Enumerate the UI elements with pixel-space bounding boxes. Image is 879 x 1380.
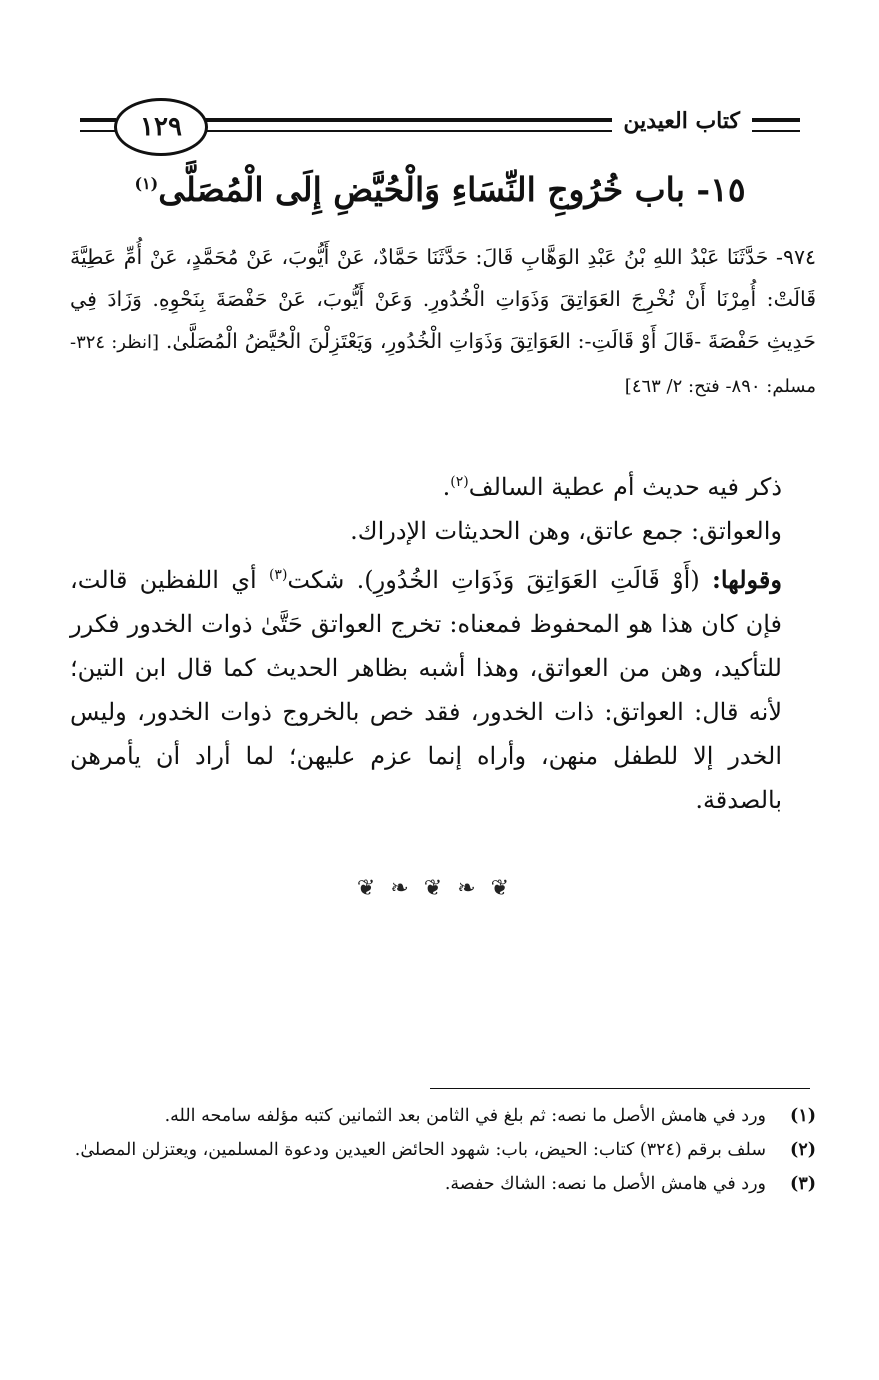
header-rule-right	[752, 118, 800, 122]
header-rule-right-thin	[752, 130, 800, 132]
footnote-item	[70, 1168, 816, 1200]
footnote-number: (١)	[790, 1106, 816, 1126]
commentary-paragraph: ذكر فيه حديث أم عطية السالف$^{(٢)}$.	[442, 473, 782, 501]
commentary-text: أي اللفظين قالت، فإن كان هذا هو المحفوظ فمعناه: تخرج العواتق حَتَّىٰ ذوات الخدور فكرر للتأكيد، وهن من العواتق، وهذا أشبه بظاهر الحديث كما قال ابن التين؛ لأنه قال: العواتق: ذات الخدور، فقد خص بالخروج ذوات الخدور، وليس الخدر إلا للطفل منهن، وأراه إنما عزم عليهن؛ لما أراد أن يأمرهن بالصدقة.	[70, 566, 782, 814]
commentary-paragraph: وقولها: (أَوْ قَالَتِ العَوَاتِقَ وَذَوَاتِ الخُدُورِ). شكت$^{(٣)}$ أي اللفظين قالت، فإن كان هذا هو المحفوظ فمعناه: تخرج العواتق حَتَّىٰ ذوات الخدور فكرر للتأكيد، وهن من العواتق، وهذا أشبه بظاهر الحديث كما قال ابن التين؛ لأنه قال: العواتق: ذات الخدور، فقد خص بالخروج ذوات الخدور، وليس الخدر إلا للطفل منهن، وأراه إنما عزم عليهن؛ لما أراد أن يأمرهن بالصدقة.	[70, 565, 782, 814]
footnote-text: سلف برقم (٣٢٤) كتاب: الحيض، باب: شهود الحائض العيدين ودعوة المسلمين، ويعتزلن المصلىٰ.	[74, 1140, 766, 1160]
header-rule-left	[80, 118, 116, 122]
commentary	[70, 460, 816, 822]
quoted-phrase: (أَوْ قَالَتِ العَوَاتِقَ وَذَوَاتِ الخُدُورِ)	[364, 566, 700, 594]
hadith-block	[70, 236, 816, 408]
footnote-mark: (٢)	[450, 474, 469, 490]
running-header	[80, 96, 800, 166]
running-title: كتاب العيدين	[623, 108, 740, 134]
commentary-lead: وقولها:	[711, 565, 782, 594]
commentary-paragraph: والعواتق: جمع عاتق، وهن الحديثات الإدراك.	[350, 517, 782, 545]
footnotes	[70, 1100, 816, 1202]
chapter-title	[60, 170, 820, 209]
header-rule-middle-thin	[202, 130, 612, 132]
commentary-text: ذكر فيه حديث أم عطية السالف	[468, 473, 782, 501]
header-rule-left-thin	[80, 130, 116, 132]
hadith-reference: [انظر: ٣٢٤- مسلم: ٨٩٠- فتح: ٢/ ٤٦٣]	[70, 332, 816, 397]
commentary-text: شكت	[287, 566, 345, 594]
footnote-text: ورد في هامش الأصل ما نصه: الشاك حفصة.	[444, 1174, 766, 1194]
footnote-item	[70, 1134, 816, 1166]
footnote-mark: (٣)	[268, 567, 288, 583]
footnote-number: (٣)	[790, 1174, 816, 1194]
footnote-number: (٢)	[790, 1140, 816, 1160]
chapter-title-text: ١٥- باب خُرُوجِ النِّسَاءِ وَالْحُيَّضِ إِلَى الْمُصَلَّى	[158, 170, 746, 209]
footnote-text: ورد في هامش الأصل ما نصه: ثم بلغ في الثامن بعد الثمانين كتبه مؤلفه سامحه الله.	[164, 1106, 766, 1126]
hadith-text: ٩٧٤- حَدَّثَنَا عَبْدُ اللهِ بْنُ عَبْدِ الوَهَّابِ قَالَ: حَدَّثَنَا حَمَّادٌ، عَنْ أَيُّوبَ، عَنْ مُحَمَّدٍ، عَنْ أُمِّ عَطِيَّةَ قَالَتْ: أُمِرْنَا أَنْ نُخْرِجَ العَوَاتِقَ وَذَوَاتِ الْخُدُورِ. وَعَنْ أَيُّوبَ، عَنْ حَفْصَةَ بِنَحْوِهِ. وَزَادَ فِي حَدِيثِ حَفْصَةَ -قَالَ أَوْ قَالَتِ-: العَوَاتِقَ وَذَوَاتِ الْخُدُورِ، وَيَعْتَزِلْنَ الْحُيَّضُ الْمُصَلَّىٰ.	[70, 245, 816, 353]
footnote-item	[70, 1100, 816, 1132]
chapter-footnote-mark: (١)	[134, 174, 159, 193]
page-number: ١٢٩	[114, 98, 208, 156]
footnote-separator	[430, 1088, 810, 1089]
section-ornament: ❦ ❧ ❦ ❧ ❦	[356, 876, 514, 901]
header-rule-middle	[202, 118, 612, 122]
